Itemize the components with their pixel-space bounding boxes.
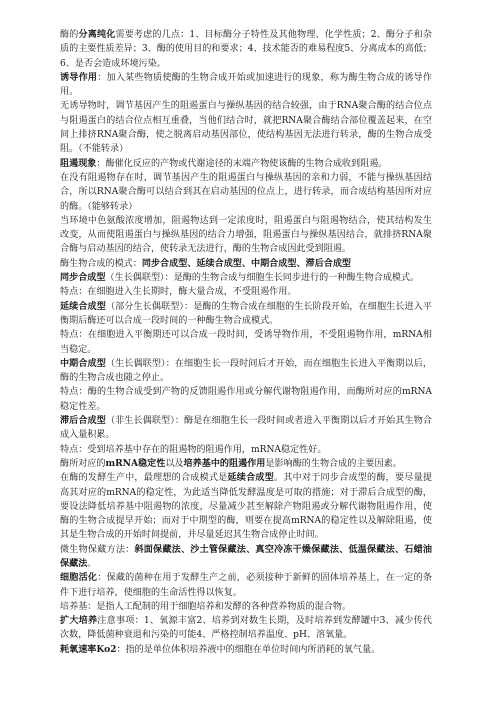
bold-term: 阻遏现象: [60, 157, 97, 169]
paragraph-p9: [60, 285, 432, 299]
text-run: 在没有阻遏物存在时，调节基因产生的阻遏蛋白与操纵基因的亲和力弱，不能与操纵基因结合，所以RNA聚合酶可以结合到其在启动基因的位点上，进行转录，而合成结构基因所对应的酶。（能够转录）: [60, 172, 432, 212]
bold-term: 培养基中的阻遏作用: [183, 457, 266, 469]
text-run: 特点：酶的生物合成受到产物的反馈阻遏作用或分解代谢物阻遏作用，而酶所对应的mRNA稳定性差。: [60, 387, 432, 412]
text-run: ：保藏的菌种在用于发酵生产之前，必须接种于新鲜的固体培养基上，在一定的条件下进行培养，使细胞的生命活性得以恢复。: [60, 573, 432, 598]
paragraph-p13: [60, 385, 432, 414]
text-run: 需要考虑的几点：1、目标酶分子特性及其他物理、化学性质；2、酶分子和杂质的主要性质差异；3、酶的使用目的和要求；4、技术能否的难易程度5、分离成本的高低；6、是否会造成环境污染。: [60, 30, 433, 69]
paragraph-p12: [60, 357, 432, 386]
paragraph-p22: [60, 643, 432, 657]
paragraph-p1: [60, 28, 432, 71]
text-run: 酶生物合成的模式：: [60, 258, 142, 269]
paragraph-p17: [60, 471, 432, 542]
paragraph-p8: [60, 271, 432, 285]
bold-term: 延续合成型: [227, 472, 275, 484]
text-run: 。: [87, 558, 97, 569]
text-run: 特点：在细胞进入平衡期还可以合成一段时间，受诱导物作用，不受阻遏物作用，mRNA相当稳定。: [60, 330, 432, 355]
document-body: [60, 28, 432, 657]
bold-term: 同步合成型: [60, 272, 106, 284]
paragraph-p21: [60, 614, 432, 643]
paragraph-p18: [60, 543, 432, 572]
bold-term: 诱导作用: [60, 71, 98, 83]
bold-term: 耗氧速率Ko2: [60, 643, 117, 655]
bold-term: 斜面保藏法、沙土管保藏法、真空冷冻干燥保藏法、低温保藏法、石蜡油保藏法: [60, 543, 432, 569]
paragraph-p7: [60, 257, 432, 271]
text-run: 注意事项：1、氧源丰富2、培养到对数生长期，及时培养到发酵罐中3、减少传代次数，降低菌种衰退和污染的可能4、严格控制培养温度、pH、溶氧量。: [60, 616, 432, 641]
text-run: 。其中对于同步合成型的酶，要尽量提高其对应的mRNA的稳定性，为此适当降低发酵温度是可取的措施；对于滞后合成型的酶，要设法降低培养基中阻遏物的浓度，尽量减少甚至解除产物阻遏或分解代谢物阻遏作用，使酶的生物合成提早开始；而对于中期型的酶，则要在提高mRNA的稳定性以及解除阻遏，使其是生物合成的开始时间提前，并尽量延迟其生物合成停止时间。: [60, 473, 432, 541]
text-run: （部分生长偶联型）：是酶的生物合成在细胞的生长阶段开始，在细胞生长进入平衡期后酶还可以合成一段时间的一种酶生物合成模式。: [60, 301, 432, 326]
text-run: 在酶的发酵生产中，最理想的合成模式是: [60, 473, 228, 484]
bold-term: 分离纯化: [78, 29, 116, 40]
paragraph-p14: [60, 414, 432, 443]
text-run: （生长偶联型）：在细胞生长一段时间后才开始，而在细胞生长进入平衡期以后，酶的生物合成也随之停止。: [60, 358, 432, 384]
bold-term: 同步合成型、延续合成型、中期合成型、滞后合成型: [141, 257, 352, 269]
paragraph-p19: [60, 571, 432, 600]
text-run: 培养基：是指人工配制的用于细胞培养和发酵的各种营养物质的混合物。: [60, 601, 352, 612]
text-run: 微生物保藏方法：: [60, 544, 135, 555]
text-run: 是影响酶的生物合成的主要因素。: [265, 458, 402, 469]
text-run: 酶所对应的: [60, 458, 106, 469]
paragraph-p20: [60, 600, 432, 614]
paragraph-p5: [60, 171, 432, 214]
text-run: ：加入某些物质使酶的生物合成开始或加速进行的现象，称为酶生物合成的诱导作用。: [60, 72, 432, 98]
bold-term: 细胞活化: [60, 572, 98, 584]
paragraph-p4: [60, 157, 432, 171]
paragraph-p2: [60, 71, 432, 100]
text-run: （非生长偶联型）：酶是在细胞生长一段时间或者进入平衡期以后才开始其生物合成入量积累。: [60, 416, 432, 441]
text-run: （生长偶联型）：是酶的生物合成与细胞生长同步进行的一种酶生物合成模式。: [105, 273, 420, 284]
text-run: ：指的是单位体积培养液中的细胞在单位时间内所消耗的氧气量。: [116, 644, 381, 655]
bold-term: 滞后合成型: [60, 415, 106, 427]
text-run: 当环境中色氨酸浓度增加，阻遏物达到一定浓度时，阻遏蛋白与阻遏物结合，使其结构发生改变，从而使阻遏蛋白与操纵基因的结合力增强，阻遏蛋白与操纵基因结合，就排挤RNA聚合酶与启动基因的结合，使转录无法进行，酶的生物合成因此受到阻遏。: [60, 215, 432, 255]
text-run: 特点：在细胞进入生长期时，酶大量合成，不受阻遏作用。: [60, 287, 297, 298]
paragraph-p6: [60, 214, 432, 257]
text-run: 酶的: [60, 30, 79, 40]
bold-term: 扩大培养: [60, 615, 98, 627]
bold-term: 中期合成型: [60, 357, 106, 369]
paragraph-p3: [60, 99, 432, 156]
bold-term: 延续合成型: [60, 300, 106, 312]
text-run: 特点：受到培养基中存在的阻遏物的阻遏作用，mRNA稳定性好。: [60, 444, 327, 455]
bold-term: mRNA稳定性: [105, 457, 166, 469]
paragraph-p11: [60, 328, 432, 357]
text-run: ：酶催化反应的产物或代谢途径的末端产物使该酶的生物合成收到阻遏。: [96, 158, 388, 169]
text-run: 无诱导物时，调节基因产生的阻遏蛋白与操纵基因的结合较强，由于RNA聚合酶的结合位点与阻遏蛋白的结合位点相互重叠，当他们结合时，就把RNA聚合酶结合部位覆盖起来，在空间上排挤RNA聚合酶，使之脱离启动基因部位，使结构基因无法进行转录，酶的生物合成受阻。（不能转录）: [60, 101, 432, 155]
paragraph-p10: [60, 300, 432, 329]
text-run: 以及: [165, 458, 184, 469]
paragraph-p16: [60, 457, 432, 471]
paragraph-p15: [60, 443, 432, 457]
